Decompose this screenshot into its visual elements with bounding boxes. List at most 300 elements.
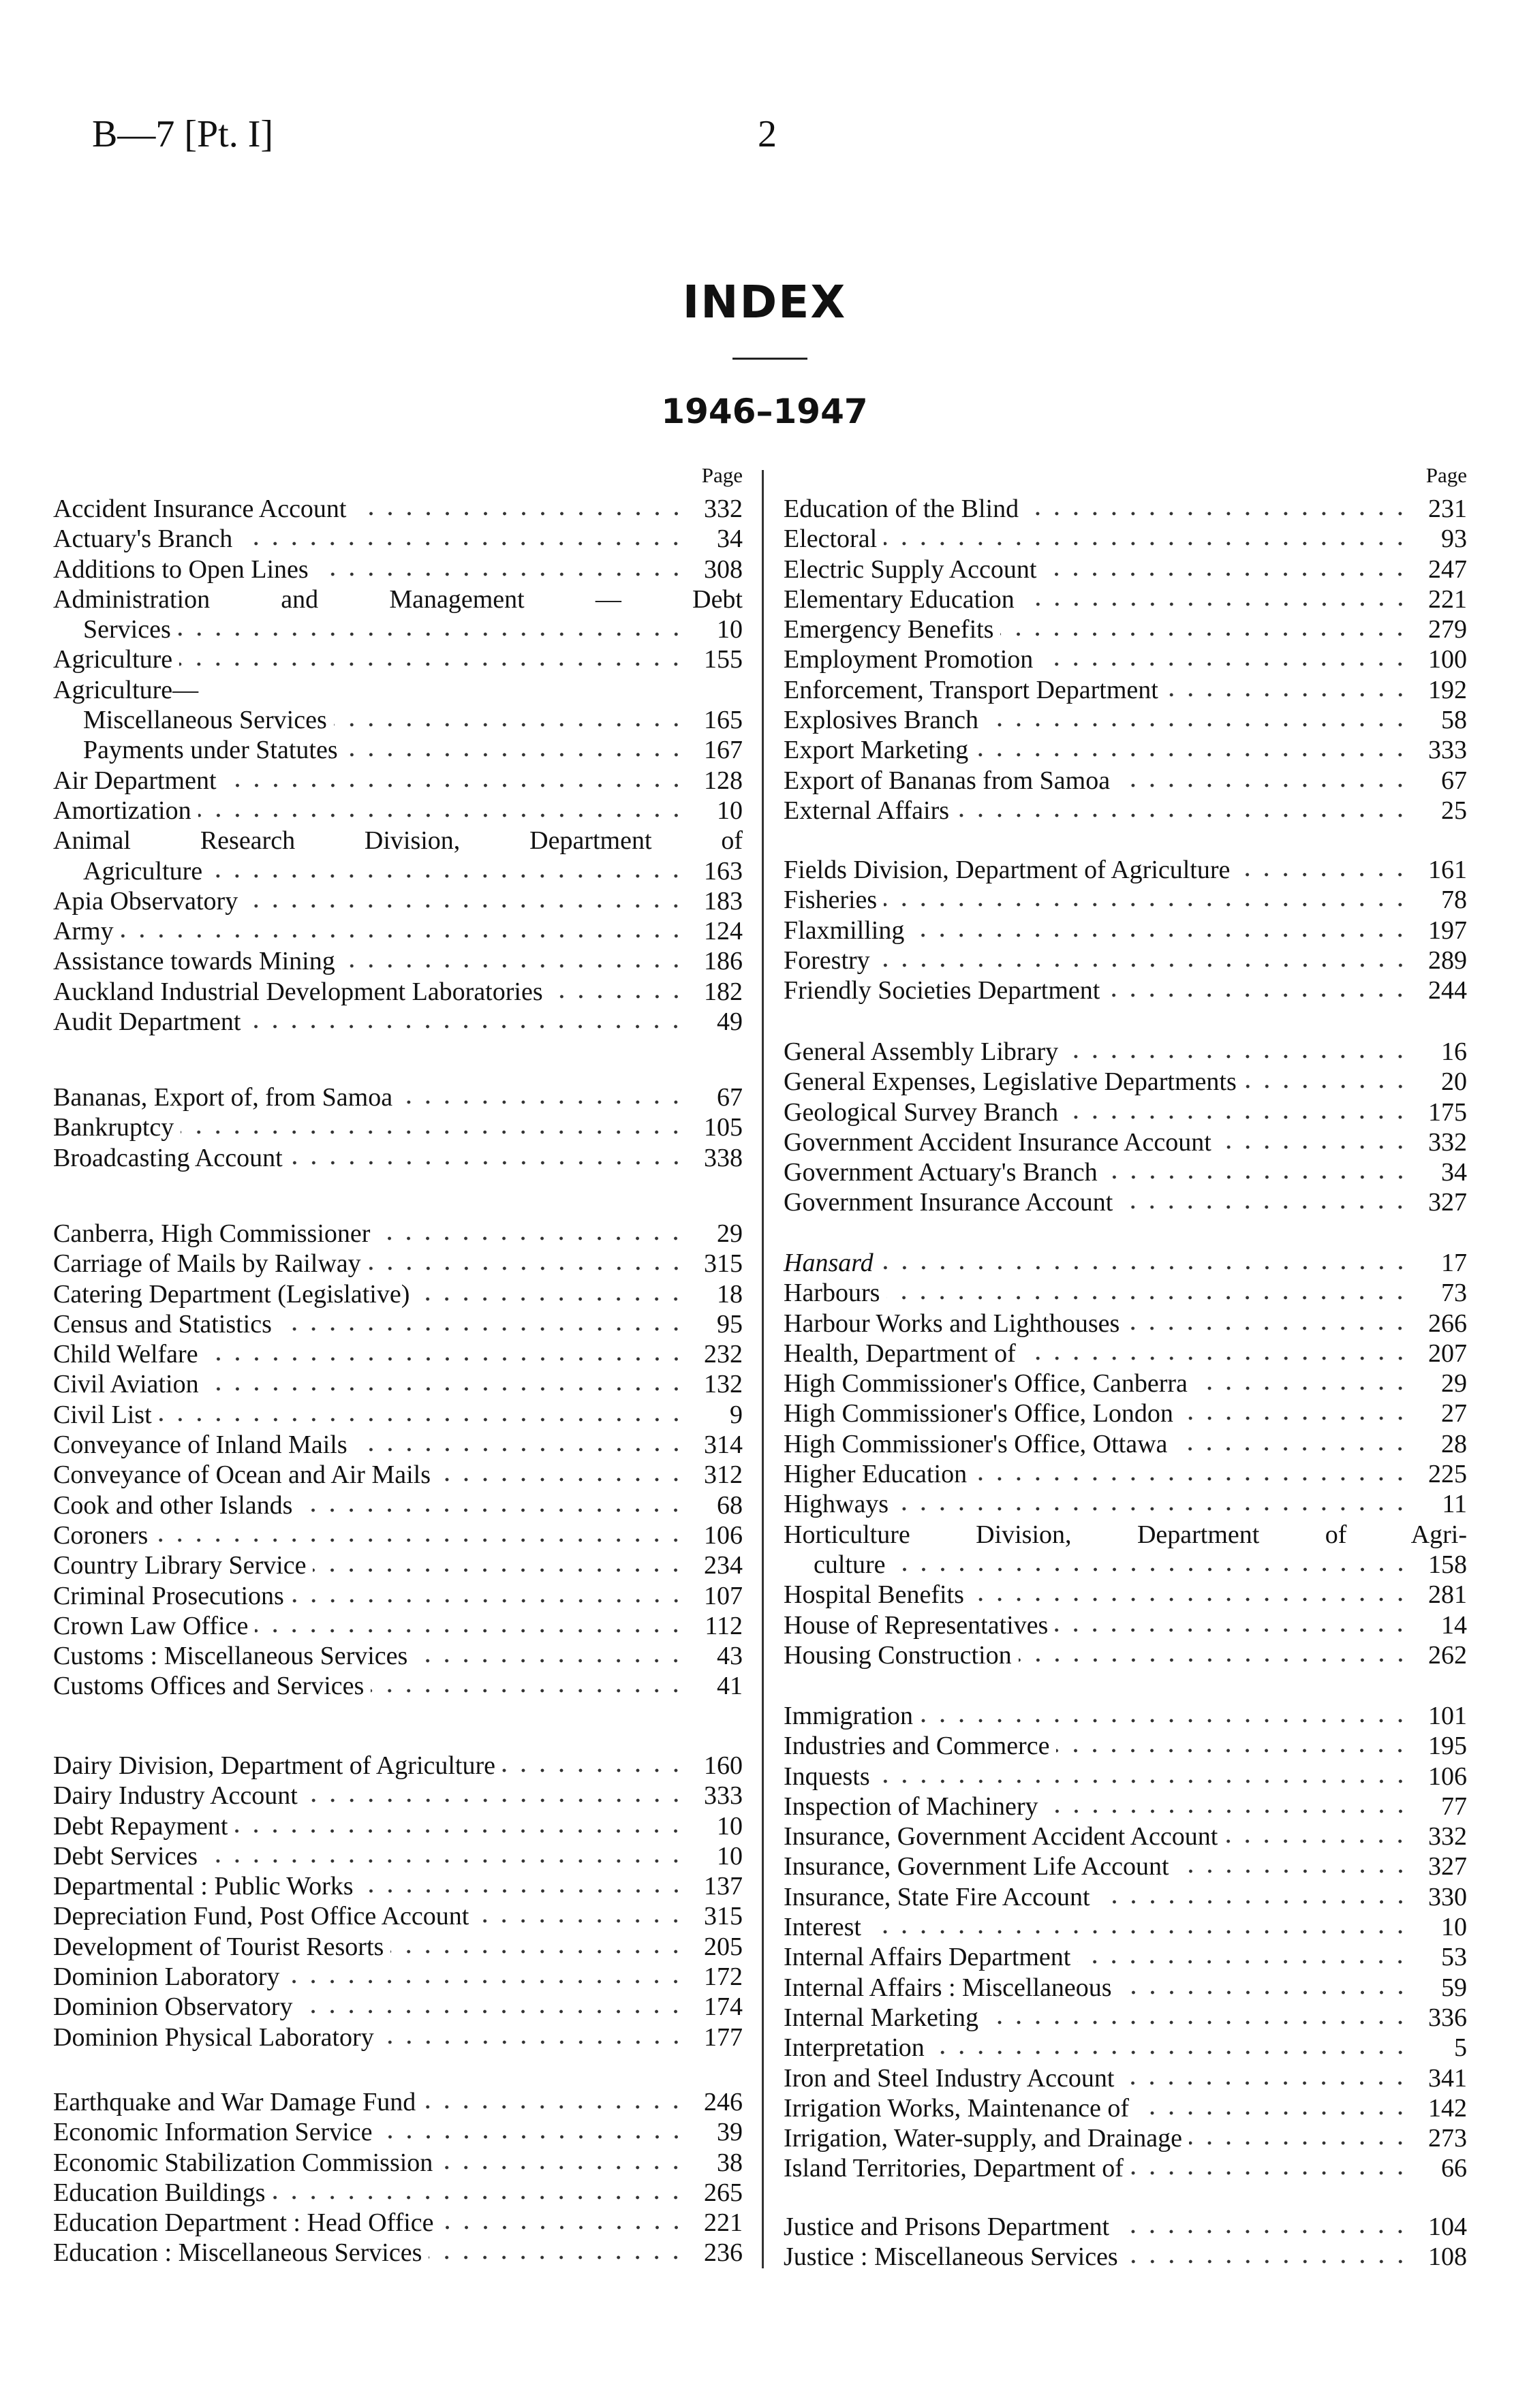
index-entry [53,1082,743,1112]
entry-page-number: 10 [717,1841,743,1871]
dot-leader [893,1566,1410,1573]
entry-label: Additions to Open Lines [53,554,309,584]
dot-leader [1189,2140,1410,2146]
entry-page-number: 225 [1428,1460,1467,1489]
entry-page-number: 182 [704,977,743,1006]
page-column-label: Page [1425,463,1467,487]
index-entry [53,554,743,584]
entry-label: Depreciation Fund, Post Office Account [53,1902,469,1931]
entry-page-number: 43 [717,1642,743,1671]
entry-label: Carriage of Mails by Railway [53,1249,361,1279]
years-subtitle: 1946–1947 [661,392,868,431]
entry-page-number: 25 [1441,796,1467,825]
entry-page-number: 78 [1441,886,1467,915]
dot-leader [368,1265,685,1272]
index-entry [784,1187,1467,1217]
entry-page-number: 155 [704,645,743,674]
index-entry [53,1751,743,1781]
dot-leader [1023,1355,1410,1362]
index-entry [784,1731,1467,1761]
entry-label: Education : Miscellaneous Services [53,2238,422,2268]
entry-page-number: 106 [1428,1762,1467,1791]
dot-leader [1117,782,1410,789]
index-entry [784,1127,1467,1157]
index-entry [784,1339,1467,1369]
index-letter-group [784,855,1467,1005]
entry-label: Departmental : Public Works [53,1872,354,1901]
index-entry [784,2153,1467,2183]
index-entry [784,1248,1467,1278]
dot-leader [159,1416,685,1423]
index-entry [53,766,743,796]
dot-leader [956,812,1410,819]
index-entry [53,1581,743,1611]
index-entry [53,916,743,946]
dot-leader [255,1627,685,1634]
entry-page-number: 207 [1428,1339,1467,1368]
index-entry [53,584,743,614]
entry-label: Interpretation [784,2033,925,2063]
index-entry [53,1339,743,1369]
index-entry [784,644,1467,674]
index-letter-group [53,1751,743,2052]
index-entry [784,1851,1467,1881]
entry-page-number: 73 [1441,1279,1467,1308]
entry-label: Housing Construction [784,1640,1012,1670]
entry-page-number: 53 [1441,1943,1467,1972]
entry-label: Catering Department (Legislative) [53,1279,410,1309]
index-entry [53,705,743,735]
entry-label: Economic Stabilization Commission [53,2148,433,2177]
entry-label: Education of the Blind [784,495,1019,523]
index-entry [784,1429,1467,1459]
entry-label: Higher Education [784,1460,968,1489]
entry-page-number: 262 [1428,1640,1467,1670]
entry-label: General Assembly Library [784,1037,1059,1066]
entry-page-number: 183 [704,886,743,916]
entry-label: Education Buildings [53,2178,266,2207]
entry-page-number: 38 [717,2148,743,2177]
entry-page-number: 246 [704,2088,743,2116]
index-entry [53,1611,743,1641]
dot-leader [1065,1114,1410,1121]
dot-leader [895,1505,1410,1512]
index-letter-group [784,2212,1467,2272]
dot-leader [1040,661,1410,668]
dot-leader [1025,510,1410,517]
index-entry [53,1841,743,1871]
entry-page-number: 333 [1428,736,1467,765]
index-entry [53,1430,743,1460]
index-entry [53,2117,743,2147]
entry-page-number: 142 [1428,2093,1467,2123]
dot-leader [884,540,1410,547]
dot-leader [502,1767,685,1774]
entry-page-number: 34 [717,525,743,554]
dot-leader [437,1476,685,1483]
dot-leader [877,962,1410,969]
dot-leader [886,1294,1410,1301]
dot-leader [345,751,685,758]
entry-page-number: 330 [1428,1882,1467,1911]
index-entry [784,1580,1467,1610]
entry-page-number: 112 [705,1611,743,1640]
entry-page-number: 265 [704,2178,743,2207]
entry-page-number: 236 [704,2238,743,2268]
index-entry [784,1640,1467,1670]
entry-label: Cook and other Islands [53,1490,293,1520]
dot-leader [975,751,1410,758]
entry-label: Forestry [784,945,870,975]
index-entry [784,2003,1467,2033]
entry-label: Justice and Prisons Department [784,2212,1110,2241]
entry-label: Auckland Industrial Development Laboratories [53,977,543,1006]
entry-page-number: 68 [717,1490,743,1520]
entry-page-number: 10 [717,615,743,644]
entry-page-number: 66 [1441,2154,1467,2183]
index-entry [53,1219,743,1249]
index-entry [784,1520,1467,1550]
dot-leader [291,1597,685,1604]
entry-label: Education Department : Head Office [53,2208,434,2238]
dot-leader [416,1296,685,1302]
entry-page-number: 308 [704,554,743,584]
entry-label: Civil List [53,1400,152,1429]
index-entry [53,1550,743,1580]
dot-leader [381,2039,685,2046]
entry-label: Inspection of Machinery [784,1792,1038,1821]
index-entry [53,886,743,916]
entry-label: Internal Affairs Department [784,1943,1071,1972]
dot-leader [204,1858,685,1864]
entry-page-number: 333 [704,1781,743,1811]
entry-page-number: 29 [1441,1369,1467,1398]
entry-page-number: 128 [704,766,743,795]
dot-leader [1077,1958,1410,1965]
index-entry [53,946,743,976]
dot-leader [223,782,685,789]
entry-page-number: 197 [1428,916,1467,945]
entry-label: Insurance, Government Life Account [784,1852,1169,1881]
index-letter-group [53,1082,743,1173]
index-entry [784,1973,1467,2003]
entry-page-number: 18 [717,1279,743,1309]
index-entry [53,2208,743,2238]
entry-label: Harbours [784,1279,880,1308]
entry-label: Dominion Observatory [53,1992,293,2022]
entry-page-number: 205 [704,1932,743,1961]
index-entry [784,796,1467,826]
column-divider [762,470,764,2268]
entry-label: Hospital Benefits [784,1580,964,1610]
index-entry [784,1309,1467,1339]
index-entry [53,1871,743,1901]
entry-page-number: 29 [717,1219,743,1248]
index-entry [53,1520,743,1550]
entry-label: Audit Department [53,1007,241,1037]
index-entry [784,1398,1467,1428]
entry-label: Development of Tourist Resorts [53,1932,384,1961]
index-entry [53,2148,743,2178]
index-entry [784,1369,1467,1398]
dot-leader [971,1596,1410,1603]
dot-leader [429,2254,685,2261]
entry-page-number: 49 [717,1007,743,1037]
dot-leader [1165,691,1410,698]
index-entry [53,826,743,856]
entry-page-number: 67 [1441,766,1467,795]
entry-label: culture [814,1550,886,1579]
dot-leader [1107,992,1410,999]
dot-leader [1045,1808,1410,1815]
entry-label: Government Actuary's Branch [784,1158,1098,1187]
entry-label: Air Department [53,766,217,795]
entry-page-number: 124 [704,917,743,946]
entry-label: Fisheries [784,886,878,915]
index-entry [784,855,1467,885]
entry-page-number: 41 [717,1672,743,1701]
dot-leader [920,1717,1410,1724]
dot-leader [1065,1053,1410,1060]
index-entry [784,975,1467,1005]
entry-label: Emergency Benefits [784,615,994,644]
entry-label: Conveyance of Ocean and Air Mails [53,1460,431,1490]
entry-label: Irrigation Works, Maintenance of [784,2093,1129,2123]
index-entry [784,1912,1467,1942]
entry-page-number: 234 [704,1551,743,1580]
dot-leader [1119,1989,1410,1996]
dot-leader [334,721,685,728]
entry-label: High Commissioner's Office, Ottawa [784,1429,1168,1458]
entry-page-number: 177 [704,2022,743,2052]
entry-page-number: 9 [730,1400,743,1429]
entry-page-number: 104 [1428,2212,1467,2241]
entry-label: Agriculture [53,645,173,674]
entry-label: Apia Observatory [53,886,238,916]
index-entry [53,1112,743,1142]
index-letter-group [784,1701,1467,2184]
entry-page-number: 314 [704,1430,743,1460]
entry-label: Agriculture [83,856,203,886]
entry-label: Electoral [784,525,878,554]
dot-leader [121,933,685,939]
index-entry [784,2093,1467,2123]
index-entry [784,614,1467,644]
index-letter-group [784,1037,1467,1218]
index-entry [53,1671,743,1701]
entry-label: Industries and Commerce [784,1732,1050,1761]
entry-label: Health, Department of [784,1339,1016,1368]
index-entry [53,1007,743,1037]
index-entry [53,1143,743,1173]
dot-leader [1056,1747,1410,1754]
entry-page-number: 336 [1428,2003,1467,2032]
index-entry [784,1610,1467,1640]
entry-label: Census and Statistics [53,1309,272,1339]
entry-page-number: 93 [1441,525,1467,554]
entry-page-number: 163 [704,856,743,886]
dot-leader [1055,1627,1410,1633]
dot-leader [354,1446,685,1453]
entry-page-number: 186 [704,947,743,976]
dot-leader [377,1235,685,1242]
entry-label: Friendly Societies Department [784,976,1100,1005]
entry-label: High Commissioner's Office, Canberra [784,1369,1188,1398]
entry-page-number: 158 [1428,1550,1467,1579]
dot-leader [179,661,685,668]
index-entry [784,1037,1467,1067]
dot-leader [1116,2228,1410,2235]
entry-label: Criminal Prosecutions [53,1581,284,1610]
dot-leader [360,1888,685,1894]
dot-leader [877,1778,1410,1785]
entry-label: Irrigation, Water-supply, and Drainage [784,2124,1182,2153]
index-entry [784,1882,1467,1912]
dot-leader [313,1567,685,1574]
entry-label: Earthquake and War Damage Fund [53,2088,416,2116]
index-entry [784,1278,1467,1308]
entry-label: Hansard [784,1249,874,1277]
entry-label: Animal Research Division, Department of [53,826,743,856]
index-entry [784,494,1467,524]
dot-leader [1121,2080,1410,2086]
entry-page-number: 101 [1428,1702,1467,1730]
dot-leader [1097,1898,1410,1905]
index-entry [53,644,743,674]
dot-leader [1119,1204,1410,1210]
entry-label: Enforcement, Transport Department [784,675,1158,704]
dot-leader [931,2049,1410,2056]
index-entry [53,1932,743,1962]
entry-label: Internal Affairs : Miscellaneous [784,1973,1112,2002]
entry-label: Crown Law Office [53,1611,249,1640]
entry-label: Interest [784,1913,861,1942]
entry-page-number: 327 [1428,1188,1467,1217]
entry-label: Justice : Miscellaneous Services [784,2242,1118,2272]
entry-label: Internal Marketing [784,2003,978,2032]
entry-label: Export Marketing [784,736,969,765]
entry-label: Child Welfare [53,1340,198,1369]
dot-leader [911,932,1410,939]
entry-label: Customs Offices and Services [53,1672,365,1701]
dot-leader [1136,2110,1410,2116]
index-entry [784,2033,1467,2063]
index-entry [53,524,743,554]
entry-page-number: 132 [704,1370,743,1399]
entry-page-number: 312 [704,1460,743,1490]
index-entry [53,1279,743,1309]
index-entry [784,885,1467,915]
entry-label: Miscellaneous Services [83,706,327,735]
entry-page-number: 192 [1428,675,1467,704]
entry-label: Dairy Industry Account [53,1781,298,1811]
dot-leader [371,1687,685,1694]
index-entry [53,1309,743,1339]
index-entry [784,2063,1467,2093]
entry-page-number: 279 [1428,615,1467,644]
dot-leader [209,873,685,879]
entry-page-number: 221 [1428,584,1467,614]
entry-page-number: 16 [1441,1037,1467,1066]
entry-page-number: 332 [1428,1822,1467,1851]
entry-page-number: 106 [704,1520,743,1550]
entry-page-number: 10 [717,1811,743,1841]
index-letter-group [53,2087,743,2268]
entry-page-number: 221 [704,2208,743,2238]
index-entry [53,614,743,644]
dot-leader [1174,1445,1410,1452]
dot-leader [247,1023,685,1030]
index-entry [784,584,1467,614]
dot-leader [234,1828,685,1834]
index-letter-group [53,494,743,1037]
entry-page-number: 58 [1441,706,1467,735]
entry-page-number: 341 [1428,2063,1467,2093]
entry-page-number: 10 [717,796,743,825]
entry-page-number: 137 [704,1872,743,1901]
entry-label: Horticulture Division, Department of Agri- [784,1520,1467,1549]
index-entry [53,977,743,1007]
index-entry [53,1460,743,1490]
entry-page-number: 273 [1428,2124,1467,2153]
dot-leader [1105,1174,1410,1180]
dot-leader [290,1159,685,1166]
index-entry [784,675,1467,705]
index-entry [784,554,1467,584]
entry-page-number: 232 [704,1340,743,1369]
entry-label: Iron and Steel Industry Account [784,2063,1115,2093]
index-entry [784,1459,1467,1489]
entry-label: Amortization [53,796,191,825]
dot-leader [1043,571,1410,578]
dot-leader [299,2008,685,2015]
entry-label: Customs : Miscellaneous Services [53,1642,408,1671]
document-reference: B—7 [Pt. I] [92,113,273,155]
entry-label: High Commissioner's Office, London [784,1399,1173,1428]
dot-leader [1021,601,1410,608]
entry-page-number: 11 [1442,1490,1467,1519]
index-entry [53,675,743,705]
dot-leader [1130,2170,1410,2176]
entry-label: Broadcasting Account [53,1143,283,1172]
entry-label: Coroners [53,1520,149,1550]
entry-page-number: 105 [704,1113,743,1142]
dot-leader [441,2224,685,2231]
entry-page-number: 167 [704,736,743,765]
entry-label: Dominion Laboratory [53,1963,280,1992]
entry-page-number: 59 [1441,1973,1467,2002]
dot-leader [198,812,685,819]
index-entry [784,2212,1467,2242]
entry-page-number: 160 [704,1751,743,1780]
entry-page-number: 327 [1428,1852,1467,1881]
entry-label: Fields Division, Department of Agriculture [784,856,1231,884]
index-entry [53,2178,743,2208]
entry-label: Explosives Branch [784,706,979,735]
entry-label: Insurance, State Fire Account [784,1882,1090,1911]
dot-leader [380,2133,685,2140]
entry-label: Country Library Service [53,1551,307,1580]
index-entry [784,1097,1467,1127]
entry-page-number: 39 [717,2118,743,2147]
dot-leader [974,1475,1410,1482]
entry-label: Accident Insurance Account [53,495,347,523]
dot-leader [1126,1325,1410,1332]
entry-label: Dairy Division, Department of Agriculture [53,1751,496,1780]
index-entry [53,796,743,826]
index-entry [53,735,743,765]
entry-page-number: 100 [1428,645,1467,674]
